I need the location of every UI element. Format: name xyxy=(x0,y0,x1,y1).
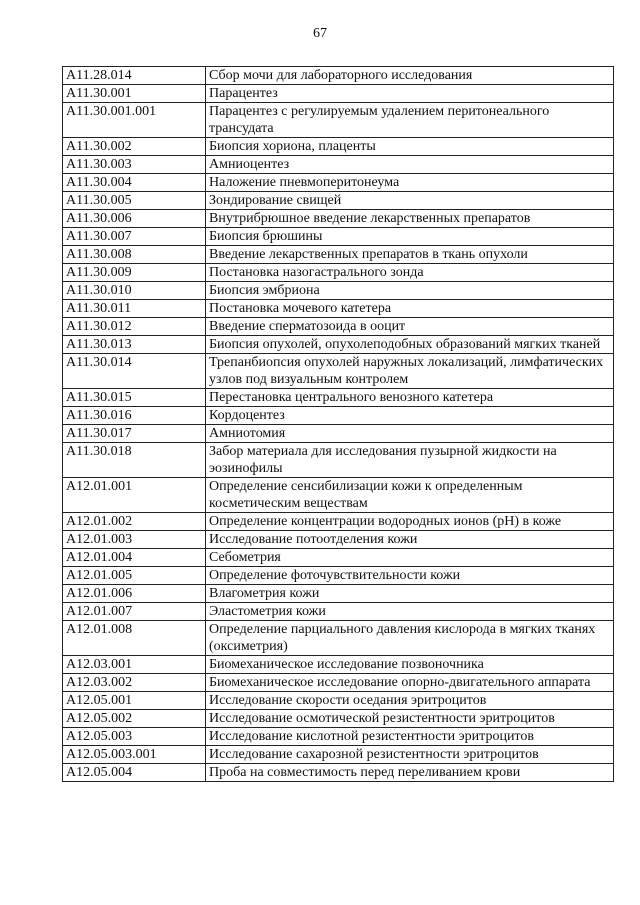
table-row xyxy=(63,354,614,389)
table-row xyxy=(63,389,614,407)
table-row xyxy=(63,621,614,656)
service-code: A12.03.002 xyxy=(63,674,206,692)
table-row xyxy=(63,710,614,728)
service-code: A11.30.003 xyxy=(63,156,206,174)
table-row xyxy=(63,67,614,85)
table-row xyxy=(63,318,614,336)
table-row xyxy=(63,138,614,156)
service-code: A11.30.015 xyxy=(63,389,206,407)
services-table-body xyxy=(63,67,614,782)
service-name: Определение фоточувствительности кожи xyxy=(206,567,614,585)
service-name: Постановка мочевого катетера xyxy=(206,300,614,318)
service-code: A11.30.016 xyxy=(63,407,206,425)
table-row xyxy=(63,443,614,478)
service-name: Парацентез с регулируемым удалением перитонеального трансудата xyxy=(206,103,614,138)
page-number: 67 xyxy=(313,26,327,41)
service-code: A11.30.007 xyxy=(63,228,206,246)
service-code: A11.28.014 xyxy=(63,67,206,85)
service-code: A11.30.001 xyxy=(63,85,206,103)
table-row xyxy=(63,513,614,531)
service-name: Эластометрия кожи xyxy=(206,603,614,621)
service-name: Влагометрия кожи xyxy=(206,585,614,603)
service-name: Парацентез xyxy=(206,85,614,103)
service-code: A12.01.005 xyxy=(63,567,206,585)
table-row xyxy=(63,692,614,710)
service-name: Определение сенсибилизации кожи к определенным косметическим веществам xyxy=(206,478,614,513)
service-name: Исследование кислотной резистентности эритроцитов xyxy=(206,728,614,746)
table-row xyxy=(63,300,614,318)
service-name: Биопсия брюшины xyxy=(206,228,614,246)
service-name: Исследование осмотической резистентности эритроцитов xyxy=(206,710,614,728)
service-code: A11.30.009 xyxy=(63,264,206,282)
table-row xyxy=(63,567,614,585)
table-row xyxy=(63,264,614,282)
service-name: Проба на совместимость перед переливанием крови xyxy=(206,764,614,782)
table-row xyxy=(63,156,614,174)
service-code: A12.01.002 xyxy=(63,513,206,531)
table-row xyxy=(63,210,614,228)
service-code: A11.30.017 xyxy=(63,425,206,443)
service-code: A11.30.005 xyxy=(63,192,206,210)
service-code: A11.30.002 xyxy=(63,138,206,156)
table-row xyxy=(63,174,614,192)
service-name: Сбор мочи для лабораторного исследования xyxy=(206,67,614,85)
service-name: Внутрибрюшное введение лекарственных препаратов xyxy=(206,210,614,228)
service-code: A11.30.006 xyxy=(63,210,206,228)
service-code: A11.30.018 xyxy=(63,443,206,478)
service-code: A12.01.006 xyxy=(63,585,206,603)
services-table xyxy=(62,66,614,782)
table-row xyxy=(63,764,614,782)
table-row xyxy=(63,282,614,300)
service-name: Кордоцентез xyxy=(206,407,614,425)
service-code: A12.05.002 xyxy=(63,710,206,728)
table-row xyxy=(63,85,614,103)
service-code: A12.01.007 xyxy=(63,603,206,621)
service-code: A11.30.008 xyxy=(63,246,206,264)
table-row xyxy=(63,549,614,567)
table-row xyxy=(63,336,614,354)
service-code: A11.30.004 xyxy=(63,174,206,192)
service-name: Биопсия опухолей, опухолеподобных образований мягких тканей xyxy=(206,336,614,354)
service-name: Исследование сахарозной резистентности эритроцитов xyxy=(206,746,614,764)
service-code: A11.30.013 xyxy=(63,336,206,354)
table-row xyxy=(63,103,614,138)
service-name: Забор материала для исследования пузырной жидкости на эозинофилы xyxy=(206,443,614,478)
service-name: Определение концентрации водородных ионов (pH) в коже xyxy=(206,513,614,531)
service-code: A12.01.008 xyxy=(63,621,206,656)
table-row xyxy=(63,407,614,425)
service-code: A12.05.003.001 xyxy=(63,746,206,764)
service-name: Зондирование свищей xyxy=(206,192,614,210)
table-row xyxy=(63,531,614,549)
service-name: Определение парциального давления кислорода в мягких тканях (оксиметрия) xyxy=(206,621,614,656)
service-code: A11.30.010 xyxy=(63,282,206,300)
service-name: Амниоцентез xyxy=(206,156,614,174)
service-code: A12.03.001 xyxy=(63,656,206,674)
service-code: A11.30.011 xyxy=(63,300,206,318)
table-row xyxy=(63,674,614,692)
service-name: Наложение пневмоперитонеума xyxy=(206,174,614,192)
service-code: A11.30.014 xyxy=(63,354,206,389)
table-row xyxy=(63,746,614,764)
service-name: Себометрия xyxy=(206,549,614,567)
table-row xyxy=(63,228,614,246)
service-name: Введение лекарственных препаратов в ткань опухоли xyxy=(206,246,614,264)
service-code: A12.05.001 xyxy=(63,692,206,710)
service-name: Биомеханическое исследование опорно-двигательного аппарата xyxy=(206,674,614,692)
service-code: A12.01.003 xyxy=(63,531,206,549)
service-code: A12.01.001 xyxy=(63,478,206,513)
service-code: A12.01.004 xyxy=(63,549,206,567)
service-code: A12.05.004 xyxy=(63,764,206,782)
service-name: Постановка назогастрального зонда xyxy=(206,264,614,282)
service-code: A11.30.001.001 xyxy=(63,103,206,138)
table-row xyxy=(63,192,614,210)
service-name: Исследование скорости оседания эритроцитов xyxy=(206,692,614,710)
table-row xyxy=(63,478,614,513)
table-row xyxy=(63,728,614,746)
table-row xyxy=(63,585,614,603)
table-row xyxy=(63,425,614,443)
service-name: Биопсия эмбриона xyxy=(206,282,614,300)
service-name: Трепанбиопсия опухолей наружных локализаций, лимфатических узлов под визуальным контролем xyxy=(206,354,614,389)
service-code: A12.05.003 xyxy=(63,728,206,746)
table-row xyxy=(63,246,614,264)
service-name: Введение сперматозоида в ооцит xyxy=(206,318,614,336)
service-name: Амниотомия xyxy=(206,425,614,443)
service-code: A11.30.012 xyxy=(63,318,206,336)
service-name: Биомеханическое исследование позвоночника xyxy=(206,656,614,674)
table-row xyxy=(63,603,614,621)
table-row xyxy=(63,656,614,674)
service-name: Исследование потоотделения кожи xyxy=(206,531,614,549)
service-name: Перестановка центрального венозного катетера xyxy=(206,389,614,407)
service-name: Биопсия хориона, плаценты xyxy=(206,138,614,156)
